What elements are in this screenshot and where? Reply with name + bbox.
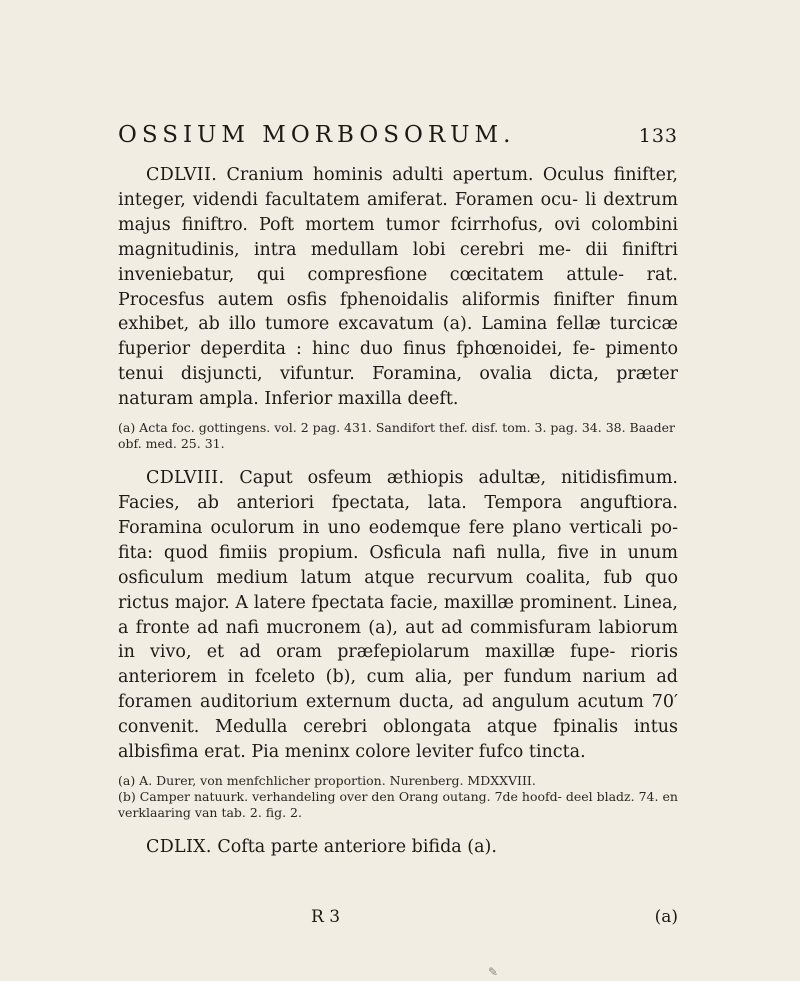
entry-cdlviii <box>118 466 678 765</box>
footnote: (a) Acta foc. gottingens. vol. 2 pag. 431. Sandifort thef. disf. tom. 3. pag. 34. 38. Baader obf. med. 25. 31. <box>118 420 676 452</box>
entry-cdlvii <box>118 163 678 412</box>
entry-cdlix <box>118 835 678 860</box>
entry-number: CDLVIII. <box>146 468 225 489</box>
signature-mark: R 3 <box>311 907 341 927</box>
entry-text: Cofta parte anteriore bifida (a). <box>217 836 497 857</box>
entry-text: Cranium hominis adulti apertum. Oculus finifter, integer, videndi facultatem amiferat. Foramen ocu- li dextrum majus finiftro. Poft mortem tumor fcirrhofus, ovi colombini magnitudinis, intra medullam lobi cerebri me- dii finiftri inveniebatur, qui compresfione cœcitatem attule- rat. Procesfus autem osfis fphenoidalis aliformis finifter finum exhibet, ab illo tumore excavatum (a). Lamina fellæ turcicæ fuperior deperdita : hinc duo finus fphœnoidei, fe- pimento tenui disjuncti, vifuntur. Foramina, ovalia dicta, præter naturam ampla. Inferior maxilla deeft. <box>118 165 678 410</box>
entry-text: Caput osfeum æthiopis adultæ, nitidisfimum. Facies, ab anteriori fpectata, lata. Tempora anguftiora. Foramina oculorum in uno eodemque fere plano verticali po- fita: quod fimiis propium. Osficula nafi nulla, five in unum osficulum medium latum atque recurvum coalita, fub quo rictus major. A latere fpectata facie, maxillæ prominent. Linea, a fronte ad nafi mucronem (a), aut ad commisfuram labiorum in vivo, et ad oram præfepiolarum maxillæ fupe- rioris anteriorem in fceleto (b), cum alia, per fundum narium ad foramen auditorium externum ducta, ad angulum acutum 70′ convenit. Medulla cerebri oblongata atque fpinalis intus albisfima erat. Pia meninx colore leviter fufco tincta. <box>118 468 678 763</box>
running-title: OSSIUM MORBOSORUM. <box>118 122 516 148</box>
page-number: 133 <box>638 125 678 147</box>
entry-number: CDLVII. <box>146 165 218 185</box>
catchword: (a) <box>654 907 678 927</box>
footnote: (a) A. Durer, von menfchlicher proportion. Nurenberg. MDXXVIII. <box>118 772 536 788</box>
footnote: (b) Camper natuurk. verhandeling over den Orang outang. 7de hoofd- deel bladz. 74. en verklaaring van tab. 2. fig. 2. <box>118 788 678 820</box>
entry-number: CDLIX. <box>146 836 212 857</box>
running-header <box>118 122 678 148</box>
ink-blot-icon: ✎ <box>488 965 499 979</box>
main-text <box>118 163 678 860</box>
